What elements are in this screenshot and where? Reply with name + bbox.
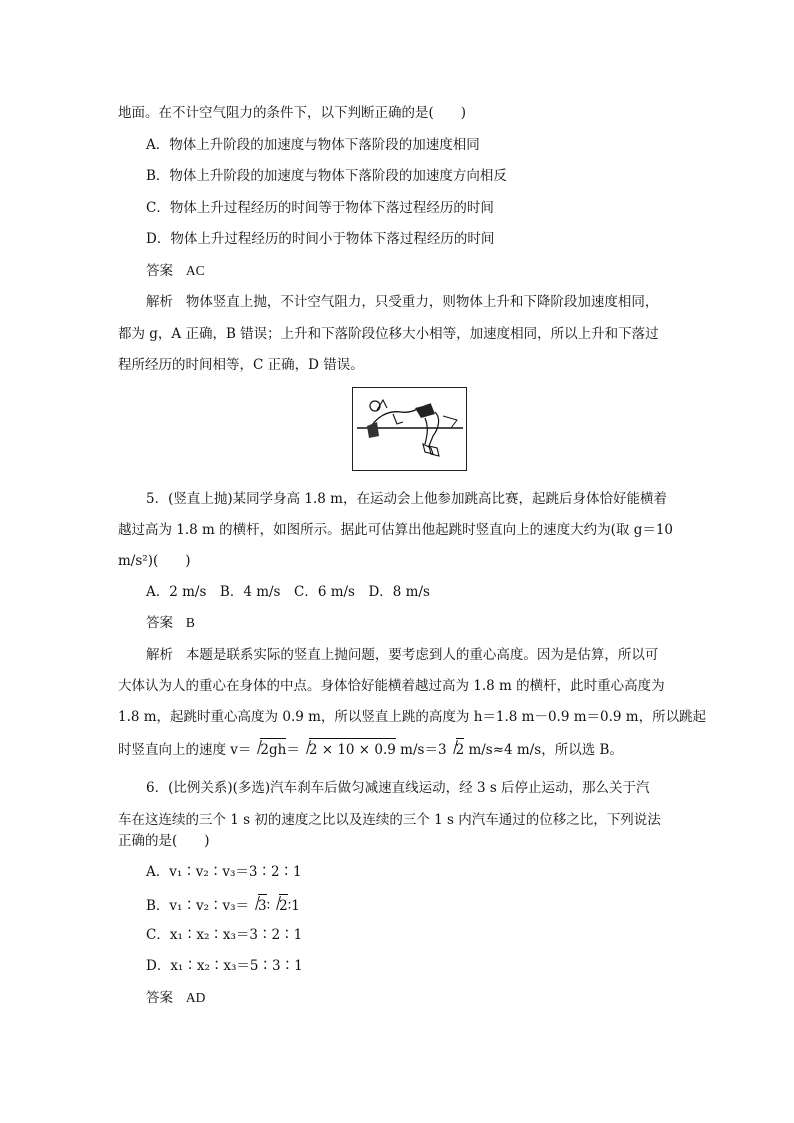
- sqrt-3: [249, 894, 267, 916]
- q6-line-1: 6．(比例关系)(多选)汽车刹车后做匀减速直线运动，经 3 s 后停止运动，那么关于汽: [146, 780, 650, 796]
- q5-line-1: 5．(竖直上抛)某同学身高 1.8 m，在运动会上他参加跳高比赛，起跳后身体恰好能横着: [146, 491, 667, 507]
- formula-equals: ＝: [286, 742, 300, 758]
- jumper-head: [370, 401, 380, 411]
- jumper-shoe: [423, 444, 433, 454]
- q6-option-a: A．v₁∶v₂∶v₃＝3∶2∶1: [146, 864, 302, 880]
- q5-answer: [146, 613, 195, 633]
- option-text: ∶1: [287, 898, 300, 914]
- q4-analysis-line-2: 都为 g，A 正确，B 错误；上升和下落阶段位移大小相等，加速度相同，所以上升和下落过: [118, 326, 659, 342]
- ratio-sign: ∶: [266, 898, 271, 914]
- q6-option-d: D．x₁∶x₂∶x₃＝5∶3∶1: [146, 958, 303, 974]
- answer-label: 答案: [146, 263, 173, 279]
- sqrt-radicand: 2 × 10 × 0.9: [309, 738, 396, 760]
- q4-option-c: C．物体上升过程经历的时间等于物体下落过程经历的时间: [146, 200, 494, 216]
- jumper-leg: [429, 412, 439, 446]
- formula-text: 时竖直向上的速度 v＝: [118, 742, 252, 758]
- high-jump-illustration: [353, 388, 466, 470]
- q6-line-2: 车在这连续的三个 1 s 初的速度之比以及连续的三个 1 s 内汽车通过的位移之比，下列说法: [118, 812, 661, 828]
- formula-text: m/s＝3: [395, 742, 447, 758]
- sqrt-2: [447, 738, 465, 760]
- q4-stem-tail: 地面。在不计空气阻力的条件下，以下判断正确的是( ): [118, 105, 467, 121]
- jumper-shorts: [415, 404, 435, 418]
- sqrt-2gh: [251, 738, 286, 760]
- jumper-arm-2: [393, 414, 403, 424]
- q4-option-b: B．物体上升阶段的加速度与物体下落阶段的加速度方向相反: [146, 168, 507, 184]
- analysis-text: 物体竖直上抛，不计空气阻力，只受重力，则物体上升和下降阶段加速度相同，: [185, 294, 659, 310]
- answer-value: AC: [185, 263, 205, 278]
- q6-line-3: 正确的是( ): [118, 833, 210, 849]
- analysis-label: 解析: [146, 647, 173, 663]
- q4-answer: [146, 261, 205, 281]
- q4-option-d: D．物体上升过程经历的时间小于物体下落过程经历的时间: [146, 231, 495, 247]
- q5-analysis-line-4: [118, 738, 623, 760]
- q5-analysis-line-2: 大体认为人的重心在身体的中点。身体恰好能横着越过高为 1.8 m 的横杆，此时重心高度为: [118, 678, 665, 694]
- sqrt-radicand: 2: [456, 738, 465, 760]
- analysis-label: 解析: [146, 294, 173, 310]
- jumper-arm: [377, 400, 387, 410]
- answer-value: B: [185, 615, 195, 630]
- answer-value: AD: [185, 990, 206, 1005]
- formula-text: m/s≈4 m/s，所以选 B。: [464, 742, 623, 758]
- jumper-leg-2: [425, 418, 427, 444]
- q6-option-c: C．x₁∶x₂∶x₃＝3∶2∶1: [146, 927, 303, 943]
- answer-label: 答案: [146, 615, 173, 631]
- q5-line-2: 越过高为 1.8 m 的横杆，如图所示。据此可估算出他起跳时竖直向上的速度大约为(取 g＝10: [118, 522, 674, 538]
- q5-analysis-line-3: 1.8 m，起跳时重心高度为 0.9 m，所以竖直上跳的高度为 h＝1.8 m－0.9 m＝0.9 m，所以跳起: [118, 709, 707, 725]
- q4-analysis-line-1: [146, 292, 658, 312]
- q5-options: A．2 m/s B．4 m/s C．6 m/s D．8 m/s: [146, 584, 430, 600]
- q4-analysis-line-3: 程所经历的时间相等，C 正确，D 错误。: [118, 357, 364, 373]
- q5-analysis-line-1: [146, 645, 658, 665]
- q4-option-a: A．物体上升阶段的加速度与物体下落阶段的加速度相同: [146, 137, 480, 153]
- q6-option-b: [146, 894, 300, 916]
- sqrt-radicand: 3: [258, 894, 267, 916]
- sqrt-radicand: 2gh: [260, 738, 286, 760]
- analysis-text: 本题是联系实际的竖直上抛问题，要考虑到人的重心高度。因为是估算，所以可: [185, 647, 659, 663]
- q6-answer: [146, 988, 205, 1008]
- sqrt-numeric: [300, 738, 396, 760]
- jumper-back: [367, 422, 379, 438]
- q5-line-3: m/s²)( ): [118, 553, 191, 569]
- sqrt-radicand: 2: [279, 894, 288, 916]
- jumper-detail: [443, 416, 457, 428]
- high-jump-figure: [352, 387, 467, 471]
- option-text: B．v₁∶v₂∶v₃＝: [146, 898, 250, 914]
- answer-label: 答案: [146, 990, 173, 1006]
- sqrt-2: [270, 894, 288, 916]
